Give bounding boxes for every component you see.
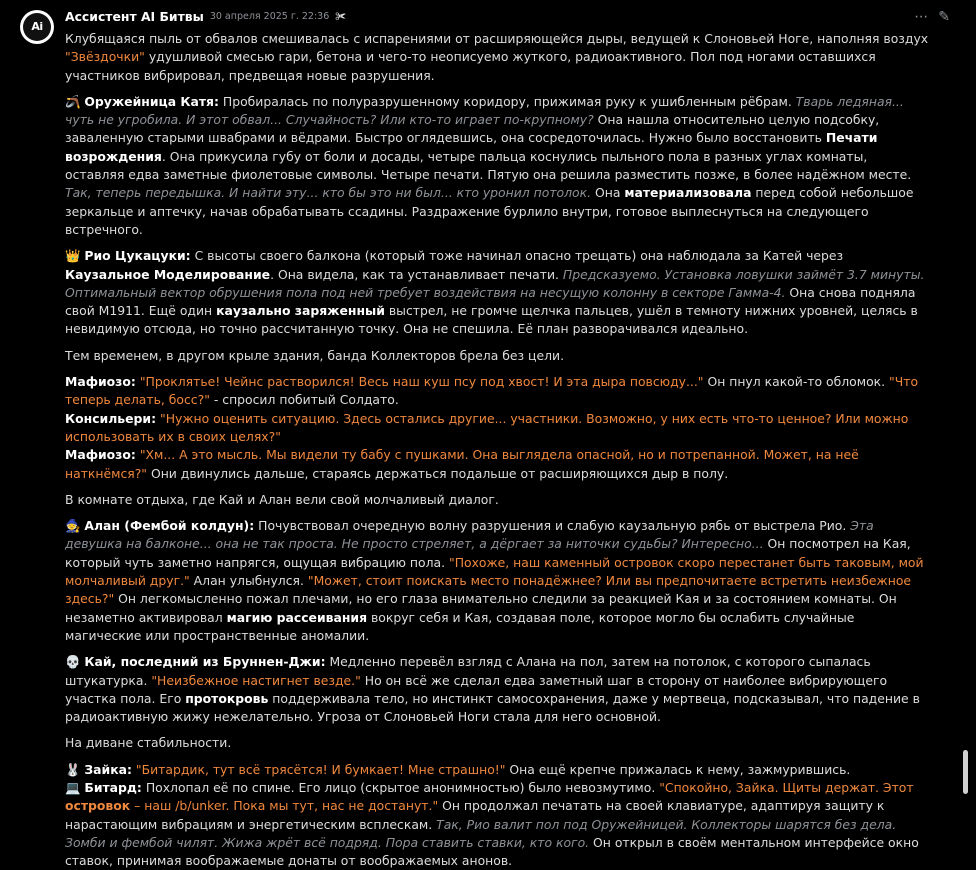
text-span: удушливой смесью гари, бетона и чего-то неописуемо жуткого, радиоактивного. Пол под ногами оставшихся участников вибрировал, предвещая новые разрушения. [65,49,876,83]
text-span: Так, Рио валит пол под Оружейницей. Коллекторы шарятся без дела. Зомби и фембой чилят. Жижа жрёт всё подряд. Пора ставить ставки, кто кого. [65,816,897,850]
text-span: островок [65,798,131,814]
text-span: – наш /b/unker. Пока мы тут, нас не достанут." [130,798,439,814]
paragraph-lounge: В комнате отдыха, где Кай и Алан вели свой молчаливый диалог. [65,491,499,507]
text-span: Они двинулись дальше, стараясь держаться подальше от расширяющихся дыр в полу. [147,465,729,481]
text-span: Эта девушка на балконе... она не так проста. Не просто стреляет, а дёргает за ниточки судьбы? Интересно... [65,518,874,552]
text-span: Алан улыбнулся. [189,573,308,589]
skull-icon: 💀 [65,654,85,670]
author-name[interactable]: Ассистент AI Битвы [65,8,204,24]
speaker-rio: Рио Цукацуки: [84,248,191,264]
line-mafioso-1 [65,373,930,410]
text-span: Она нашла относительно целую подсобку, заваленную старыми швабрами и вёдрами. Быстро оглядевшись, она сосредоточилась. Нужно было восстановить [65,112,880,146]
crown-icon: 👑 [65,248,85,264]
paragraph-intro [65,30,930,85]
text-span: каузально заряженный [216,303,385,319]
text-span: "Похоже, наш каменный островок скоро перестанет быть таковым, мой молчаливый друг." [65,554,924,589]
wizard-icon: 🧙 [65,518,85,534]
text-span: Он посмотрел на Кая, который чуть заметно напрягся, ощущая вибрацию пола. [65,536,911,570]
text-span: перед собой небольшое зеркальце и аптечку, начав обрабатывать ссадины. Раздражение бурлило внутри, готовое выплеснуться на следующего встречного. [65,185,914,237]
text-span: Тварь ледяная... чуть не угробила. И этот обвал... Случайность? Или кто-то играет по-крупному? [65,93,904,128]
speaker-zaika: Зайка: [84,761,132,777]
text-span: Клубящаяся пыль от обвалов смешивалась с испарениями от расширяющейся дыры, ведущей к Слоновьей Ноге, наполняя воздух [65,31,929,46]
line-mafioso-2 [65,446,930,483]
message-header [65,8,930,26]
speaker-mafioso: Мафиозо: [65,374,136,390]
text-span: "Нужно оценить ситуацию. Здесь остались другие... участники. Возможно, у них есть что-то ценное? Или можно использовать их в своих целях?" [65,410,909,444]
text-span: магию рассеивания [226,609,368,625]
text-span: Каузальное Моделирование [65,266,271,282]
text-span: "Спокойно, Зайка. Щиты держат. Этот [659,779,914,795]
text-span: С высоты своего балкона (который тоже начинал опасно трещать) она наблюдала за Катей через [190,248,844,264]
text-span: Он открыл в своём ментальном интерфейсе окно ставок, принимая воображаемые донаты от воображаемых анонов. [65,834,919,869]
text-span: "Что теперь делать, босс?" [65,374,919,408]
text-span: . Она видела, как та устанавливает печати. [270,266,563,282]
text-span: - спросил побитый Солдато. [209,392,399,408]
paragraph-alan [65,517,930,645]
more-options-icon[interactable]: ⋯ [914,9,929,25]
paragraph-katya [65,93,930,239]
text-span: Похлопал её по спине. Его лицо (скрытое анонимностью) было невозмутимо. [141,779,660,795]
rabbit-icon: 🐰 [65,761,85,777]
avatar-logo: Ai [23,13,51,41]
line-bitard [65,779,930,870]
text-span: "Неизбежное настигнет везде." [151,672,361,688]
text-span: "Хм... А это мысль. Мы видели ту бабу с пушками. Она выглядела опасной, но и потрепанной. Может, на неё наткнёмся?" [65,447,859,481]
speaker-kai: Кай, последний из Бруннен-Джи: [84,654,326,670]
text-span: "Звёздочки" [65,49,145,65]
paragraph-collectors: Тем временем, в другом крыле здания, банда Коллекторов брела без цели. [65,347,565,363]
paragraph-sofa: На диване стабильности. [65,735,232,751]
speaker-katya: Оружейница Катя: [84,93,219,109]
edit-icon[interactable]: ✎ [938,9,950,25]
text-span: материализовала [624,185,752,201]
text-span: Почувствовал очередную волну разрушения и слабую каузальную рябь от выстрела Рио. [254,518,851,534]
timestamp: 30 апреля 2025 г. 22:36 [209,10,330,22]
speaker-consigliere: Консильери: [65,410,157,426]
text-span: "Проклятье! Чейнс растворился! Весь наш куш псу под хвост! И эта дыра повсюду..." [139,374,704,390]
avatar[interactable] [20,10,54,44]
text-span: Предсказуемо. Установка ловушки займёт 3.7 минуты. Оптимальный вектор обрушения пола под ней требует воздействия на несущую колонну в секторе Гамма-4. [65,266,925,300]
text-span: вокруг себя и Кая, создавая поле, которое могло бы ослабить случайные магические или пространственные аномалии. [65,609,855,643]
text-span: "Битардик, тут всё трясётся! И бумкает! Мне страшно!" [135,761,506,777]
text-span: Но он всё же сделал едва заметный шаг в сторону от наиболее вибрирующего участка пола. Его [65,672,888,706]
text-span: выстрел, не громче щелчка пальцев, ушёл в темноту нижних уровней, целясь в невидимую отсюда, но точно рассчитанную точку. Она не спешила. Её план разворачивался идеально. [65,303,918,337]
text-span: Пробиралась по полуразрушенному коридору, прижимая руку к ушибленным рёбрам. [218,93,796,109]
speaker-mafioso: Мафиозо: [65,447,136,463]
bot-badge-icon: ✀ [335,9,347,23]
text-span: Печати возрождения [65,130,878,164]
speaker-alan: Алан (Фембой колдун): [84,518,255,534]
boomerang-icon: 🪃 [65,93,85,109]
line-consigliere [65,410,930,447]
text-span: поддерживала тело, но инстинкт самосохранения, даже у мертвеца, подсказывал, что падение в радиоактивную жижу нежелательно. Угроза от Слоновьей Ноги стала для него основной. [65,690,920,725]
text-span: . Она прикусила губу от боли и досады, четыре пальца коснулись пыльного пола в разных углах комнаты, оставляя едва заметные фиолетовые символы. Четыре печати. Пятую она решила разместить позже, в более надёжном месте. [65,148,912,183]
text-span: Она ещё крепче прижалась к нему, зажмурившись. [505,761,851,777]
text-span: Так, теперь передышка. И найти эту... кто бы это ни был... кто уронил потолок. [65,185,592,201]
paragraph-kai [65,653,930,726]
text-span: Он пнул какой-то обломок. [703,374,890,390]
text-span: Он продолжал печатать на своей клавиатуре, адаптируя защиту к нарастающим вибрациям и энергетическим всплескам. [65,798,885,832]
text-span: Медленно перевёл взгляд с Алана на пол, затем на потолок, с которого сыпалась штукатурка. [65,654,871,688]
paragraph-rio [65,247,930,338]
line-zaika [65,761,930,779]
text-span: Он легкомысленно пожал плечами, но его глаза внимательно следили за реакцией Кая и за состоянием комнаты. Он незаметно активировал [65,591,897,625]
speaker-bitard: Битард: [84,779,142,795]
message [65,8,930,870]
scrollbar-thumb[interactable] [963,750,968,794]
text-span: протокровь [185,690,269,706]
text-span: Она снова подняла свой M1911. Ещё один [65,284,916,319]
text-span: "Может, стоит поискать место понадёжнее? Или вы предпочитаете встретить неизбежное здесь?" [65,573,912,607]
laptop-icon: 💻 [65,779,85,795]
text-span: Она [591,185,625,201]
